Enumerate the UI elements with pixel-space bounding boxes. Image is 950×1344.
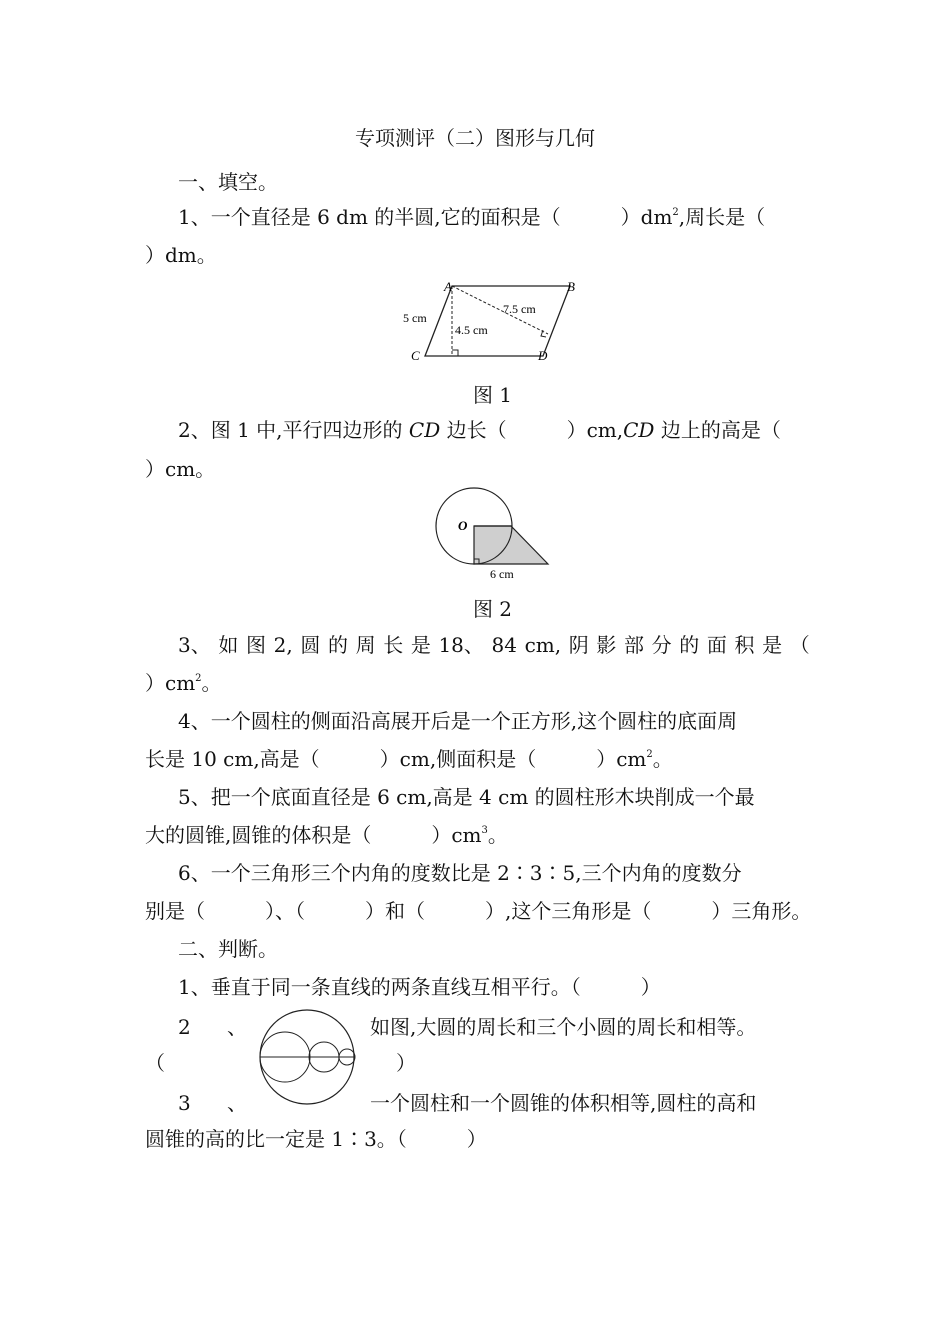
judge-3-line-2: 圆锥的高的比一定是 1∶3。（ ） — [145, 1127, 487, 1151]
judge-2-close-paren: ） — [396, 1051, 416, 1075]
judge-1: 1、垂直于同一条直线的两条直线互相平行。（ ） — [178, 975, 661, 999]
figure-1-parallelogram — [395, 276, 595, 368]
judge-2-separator: 、 — [227, 1015, 247, 1039]
judge-3-separator: 、 — [227, 1091, 247, 1115]
base-length-label: 6 cm — [490, 567, 514, 581]
judge-2-number: 2 — [178, 1015, 191, 1039]
height-label: 4.5 cm — [455, 323, 488, 337]
question-2-line-2: ）cm。 — [145, 457, 216, 481]
judge-2-text: 如图,大圆的周长和三个小圆的周长和相等。 — [370, 1015, 757, 1039]
figure-1-caption: 图 1 — [472, 383, 513, 407]
question-1-line-2: ）dm。 — [145, 243, 217, 267]
vertex-d-label: D — [538, 348, 548, 363]
figure-2-circle-triangle — [430, 488, 560, 584]
question-6-line-2: 别是（ ）、（ ）和（ ）,这个三角形是（ ）三角形。 — [145, 899, 812, 923]
figure-3-circles — [258, 1008, 358, 1106]
diagonal-height-label: 7.5 cm — [503, 302, 536, 316]
question-1-line-1: 1、一个直径是 6 dm 的半圆,它的面积是（ ）$dm^2$,周长是（ — [178, 205, 766, 229]
vertex-c-label: C — [411, 348, 420, 363]
question-6-line-1: 6、一个三角形三个内角的度数比是 2∶3∶5,三个内角的度数分 — [178, 861, 742, 885]
question-5-line-2: 大的圆锥,圆锥的体积是（ ）$cm^3$。 — [145, 823, 508, 847]
section-heading-fill-blank: 一、填空。 — [178, 170, 278, 194]
page-title: 专项测评（二）图形与几何 — [355, 126, 595, 150]
judge-2-open-paren: （ — [145, 1051, 165, 1075]
center-o-label: O — [458, 518, 468, 533]
question-2-line-1: 2、图 1 中,平行四边形的 CD 边长（ ）cm,CD 边上的高是（ — [178, 418, 781, 442]
question-4-line-1: 4、一个圆柱的侧面沿高展开后是一个正方形,这个圆柱的底面周 — [178, 709, 738, 733]
vertex-a-label: A — [444, 279, 452, 294]
question-3-line-2: ）$cm^2$。 — [145, 671, 222, 695]
question-4-line-2: 长是 10 cm,高是（ ）cm,侧面积是（ ）$cm^2$。 — [145, 747, 673, 771]
question-3-line-1: 3、 如 图 2, 圆 的 周 长 是 18、 84 cm, 阴 影 部 分 的 面 积 是 （ — [178, 633, 810, 657]
section-heading-judge: 二、判断。 — [178, 937, 278, 961]
question-5-line-1: 5、把一个底面直径是 6 cm,高是 4 cm 的圆柱形木块削成一个最 — [178, 785, 755, 809]
figure-2-caption: 图 2 — [472, 597, 513, 621]
judge-3-text: 一个圆柱和一个圆锥的体积相等,圆柱的高和 — [370, 1091, 757, 1115]
judge-3-number: 3 — [178, 1091, 191, 1115]
vertex-b-label: B — [567, 279, 575, 294]
side-length-label: 5 cm — [403, 311, 427, 325]
